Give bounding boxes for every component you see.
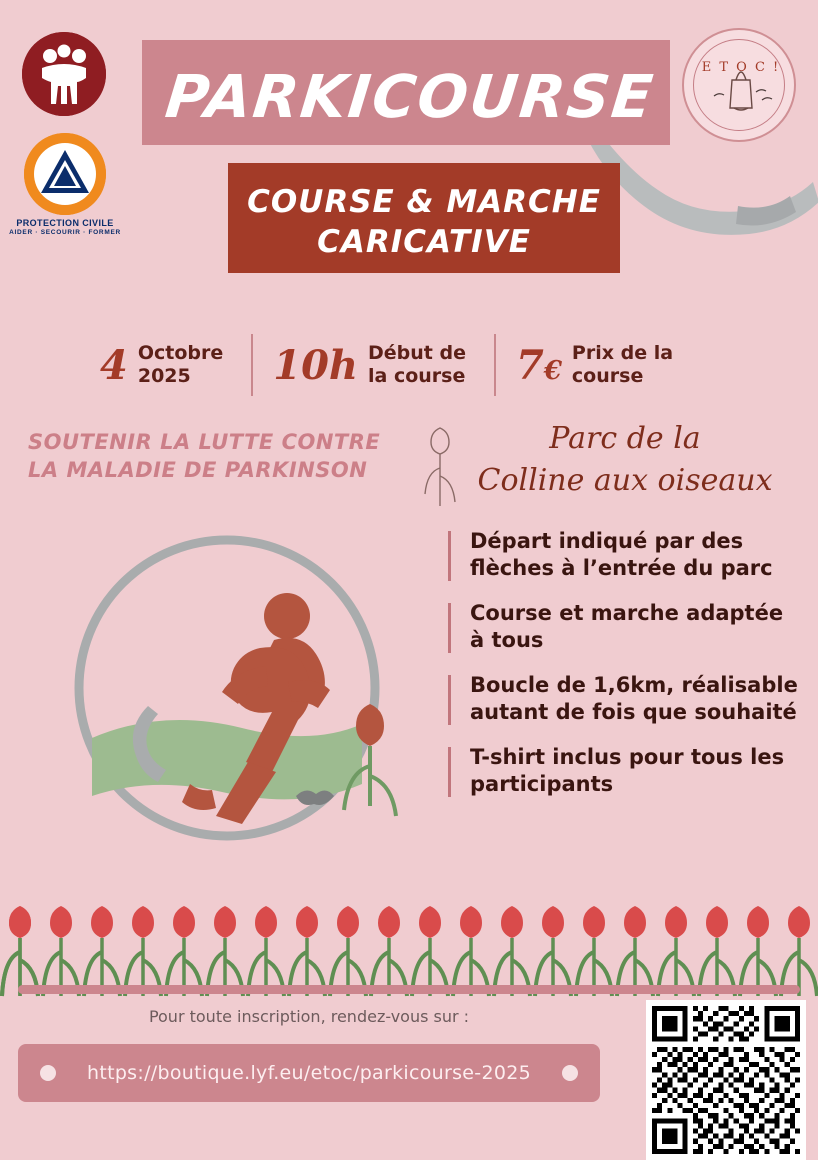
runner-illustration [52,528,402,858]
info-date [100,332,231,398]
etoc-logo-label: E T O C ! [701,60,781,75]
info-divider-1 [251,334,253,396]
registration-note: Pour toute inscription, rendez-vous sur : [148,1007,470,1026]
hands-logo-icon [22,32,106,116]
info-time-value: 10h [273,341,359,389]
pill-dot-right-icon [562,1065,578,1081]
info-price-label-2: course [571,365,644,387]
list-item: T-shirt inclus pour tous les participants [448,744,800,798]
list-item: Départ indiqué par des flèches à l’entrée du parc [448,528,800,582]
subtitle-line-1: COURSE & MARCHE [247,184,601,220]
event-location [455,418,795,502]
awareness-ribbon-icon [588,130,818,270]
registration-url-pill[interactable] [18,1044,600,1102]
protection-civile-logo-icon [24,133,106,215]
info-price-value [516,342,562,389]
info-time-label [368,342,466,388]
info-date-label-1: Octobre [137,342,224,364]
info-date-label [138,342,223,388]
registration-url[interactable]: https://boutique.lyf.eu/etoc/parkicourse-2025 [86,1062,532,1084]
details-list [448,528,800,816]
info-time [273,332,474,398]
cause-statement [28,428,408,484]
qr-code[interactable] [646,1000,806,1160]
info-date-label-2: 2025 [137,365,191,387]
subtitle-line-2: CARICATIVE [317,224,531,260]
info-price-unit: € [543,355,562,386]
tulip-border-decoration [0,890,818,1000]
info-time-label-2: la course [368,365,466,387]
info-price-label [572,342,673,388]
list-item: Boucle de 1,6km, réalisable autant de fois que souhaité [448,672,800,726]
pill-dot-left-icon [40,1065,56,1081]
etoc-logo-icon [682,28,796,142]
subtitle [228,182,620,262]
info-price-label-1: Prix de la [571,342,674,364]
info-time-label-1: Début de [368,342,466,364]
protection-civile-motto: AIDER · SECOURIR · FORMER [9,229,121,236]
event-info-row [100,325,760,405]
page-title: PARKICOURSE [162,62,658,131]
event-location-line-2: Colline aux oiseaux [477,463,773,498]
cause-line-2: LA MALADIE DE PARKINSON [28,458,368,482]
divider-bar [18,985,800,994]
list-item: Course et marche adaptée à tous [448,600,800,654]
cause-line-1: SOUTENIR LA LUTTE CONTRE [28,430,381,454]
protection-civile-name: PROTECTION CIVILE [16,218,114,228]
info-price [516,332,681,398]
info-price-number: 7 [515,341,544,389]
event-location-line-1: Parc de la [549,421,701,456]
info-date-value: 4 [100,341,128,389]
info-divider-2 [494,334,496,396]
